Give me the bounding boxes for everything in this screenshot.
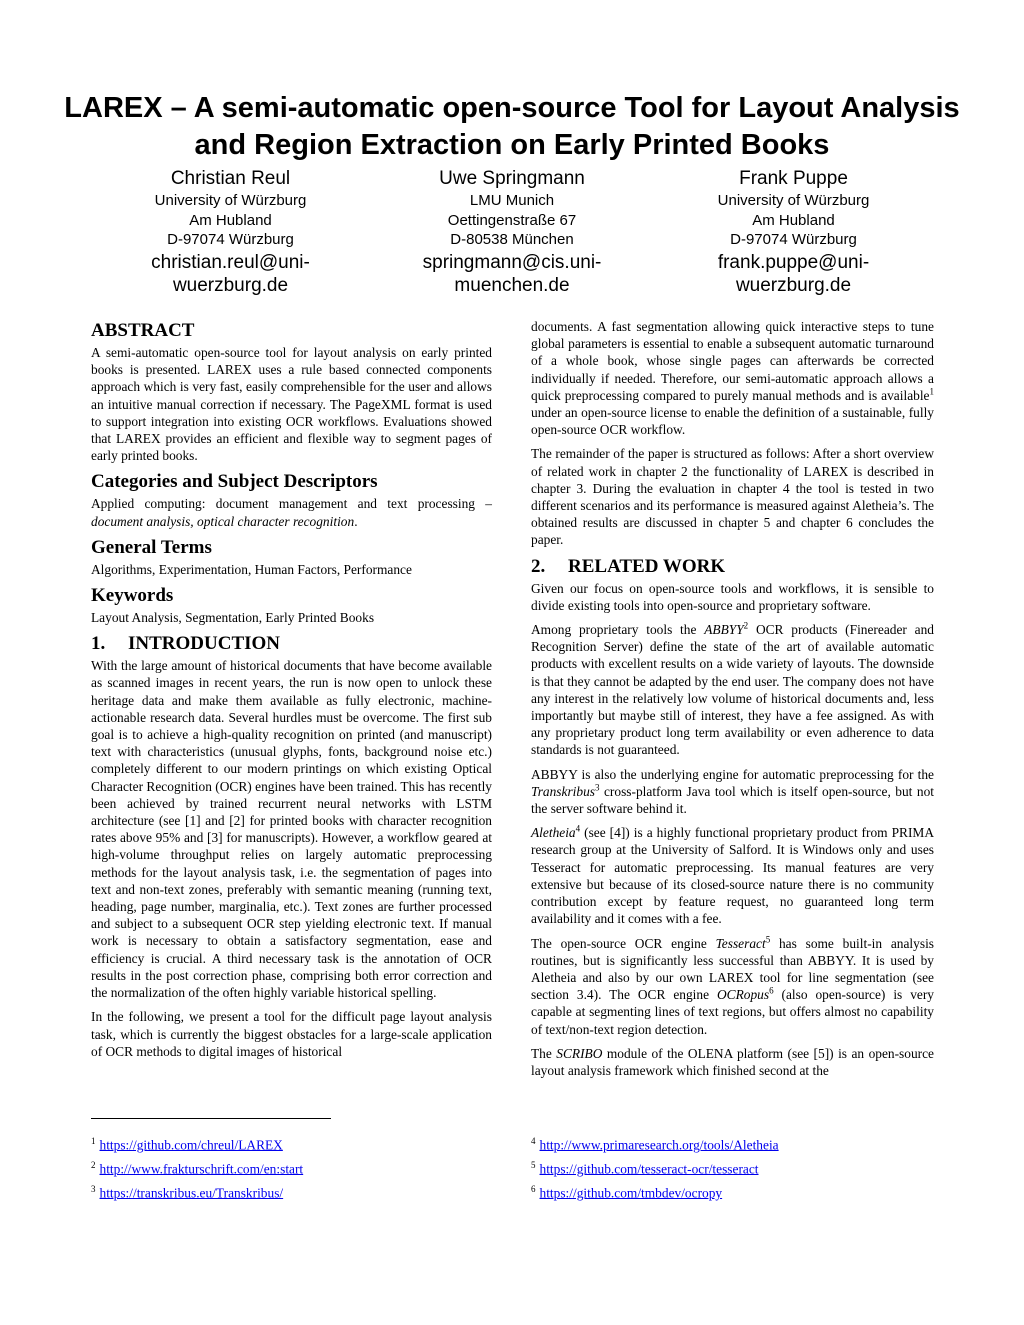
related-paragraph-6: The SCRIBO module of the OLENA platform (see [5]) is an open-source layout analysis framework which finished second at the: [531, 1045, 935, 1078]
general-terms-heading: General Terms: [91, 536, 212, 558]
footnote-4: $^4$ http://www.primaresearch.org/tools/Aletheia: [531, 1136, 779, 1153]
footnote-6: $^6$ https://github.com/tmbdev/ocropy: [531, 1184, 723, 1201]
categories-text: Applied computing: document management and text processing – document analysis, optical character recognition.: [91, 496, 492, 529]
author-city: D-97074 Würzburg: [167, 231, 294, 248]
keywords-text: Layout Analysis, Segmentation, Early Printed Books: [91, 610, 375, 626]
paper-title: LAREX – A semi-automatic open-source Tool for Layout Analysis and Region Extraction on Early Printed Books: [64, 92, 960, 161]
intro-heading: 1. INTRODUCTION: [91, 633, 281, 655]
footnote-2: $^2$ http://www.frakturschrift.com/en:start: [91, 1160, 304, 1177]
author-street: Am Hubland: [189, 211, 272, 229]
footnote-link[interactable]: http://www.primaresearch.org/tools/Aletheia: [539, 1137, 779, 1153]
abstract-text: A semi-automatic open-source tool for layout analysis on early printed books is presented. LAREX uses a rule based connected components approach which is very fast, easily comprehensible for the user and allows an intuitive manual correction if necessary. The PageXML format is used to support integration into existing OCR workflows. Evaluations showed that LAREX provides an efficient and flexible way to segment pages of early printed books.: [91, 345, 492, 464]
author-name: Uwe Springmann: [439, 168, 585, 189]
footnote-rule: [91, 1118, 331, 1119]
author-2: [372, 166, 653, 297]
footnote-link[interactable]: https://github.com/tesseract-ocr/tesseract: [539, 1161, 759, 1177]
general-terms-text: Algorithms, Experimentation, Human Factors, Performance: [91, 561, 412, 577]
related-paragraph-2: Among proprietary tools the ABBYY$^2$ OCR products (Finereader and Recognition Server) define the state of the art of available automatic products with excellent results on a wide variety of layouts. The downside is that they cannot be adapted by the end user. The company does not have any interest in the relatively low volume of historical documents and, less importantly but maybe still of interest, they have a fee assigned. As with any proprietary product long term availability or even adherence to data standards is not guaranteed.: [531, 620, 934, 758]
related-paragraph-3: ABBYY is also the underlying engine for automatic preprocessing for the Transkribus$^3$ cross-platform Java tool which is itself open-source, but not the server software behind it.: [531, 766, 934, 817]
related-paragraph-4: Aletheia$^4$ (see [4]) is a highly functional proprietary product from PRIMA research group at the University of Salford. It is Windows only and uses Tesseract for automatic preprocessing. Its manual features are very extensive but because of its closed-source nature there is no community contribution except by feature request, no guaranteed long term availability and it comes with a fee.: [531, 823, 934, 927]
abstract-heading: ABSTRACT: [91, 320, 195, 341]
author-email: springmann@cis.uni- muenchen.de: [422, 251, 602, 296]
intro-paragraph-3: documents. A fast segmentation allowing quick interactive steps to tune global parameters is essential to enable a subsequent automatic turnaround of a whole book, whose single pages can afterwards be corrected individually if needed. Therefore, our semi-automatic approach allows a quick preprocessing compared to purely manual methods and is available$^1$ under an open-source license to enable the definition of a sustainable, fully open-source OCR workflow.: [531, 319, 934, 438]
footnote-1: $^1$ https://github.com/chreul/LAREX: [91, 1136, 283, 1153]
author-email: frank.puppe@uni- wuerzburg.de: [717, 251, 870, 296]
intro-paragraph-4: The remainder of the paper is structured as follows: After a short overview of related work in chapter 2 the functionality of LAREX is described in chapter 3. During the evaluation in chapter 4 the tool is tested in two different scenarios and its performance is measured against Aletheia’s. The obtained results are discussed in chapter 5 and chapter 6 concludes the paper.: [531, 446, 934, 548]
intro-paragraph-2: In the following, we present a tool for the difficult page layout analysis task, which is currently the biggest obstacles for a large-scale application of OCR methods to digital images of historical: [91, 1009, 492, 1059]
author-affiliation: University of Würzburg: [154, 192, 307, 209]
footnote-5: $^5$ https://github.com/tesseract-ocr/tesseract: [531, 1160, 759, 1177]
intro-paragraph-1: With the large amount of historical documents that have become available as scanned images in recent years, the run is now open to unlock these heritage data and make them available as fully electronic, machine-actionable research data. Several hurdles must be overcome. The first sub goal is to achieve a high-quality recognition on printed (and manuscript) text with characteristics (unusual glyphs, fonts, background noise etc.) completely different to our modern printings on which existing Optical Character Recognition (OCR) engines have been trained. This has recently been achieved by trained recurrent neural networks with LSTM architecture (see [1] and [2] for printed books with character recognition rates above 95% and [3] for manuscripts). However, a workflow geared at high-volume throughput relies on largely automatic preprocessing methods for the layout analysis task, i.e. the segmentation of pages into text and non-text zones, preferably with semantic meaning (running text, heading, page number, marginalia, etc.). Text zones are further processed and subject to a subsequent OCR step yielding electronic text. If manual work is necessary to obtain a satisfactory segmentation, ease and efficiency is crucial. A third necessary task is the annotation of OCR results in the post correction phase, comprising both error correction and the normalization of the often highly variable historical spelling.: [91, 658, 492, 1001]
footnote-link[interactable]: https://transkribus.eu/Transkribus/: [99, 1185, 284, 1201]
author-name: Frank Puppe: [739, 168, 848, 189]
related-paragraph-1: Given our focus on open-source tools and workflows, it is sensible to divide existing tools into open-source and proprietary software.: [531, 580, 934, 613]
footnote-link[interactable]: https://github.com/chreul/LAREX: [99, 1137, 283, 1153]
related-work-heading: 2. RELATED WORK: [531, 555, 726, 577]
author-affiliation: University of Würzburg: [717, 192, 870, 209]
author-3: [653, 166, 934, 297]
author-email: christian.reul@uni- wuerzburg.de: [151, 251, 310, 296]
author-city: D-97074 Würzburg: [730, 231, 857, 248]
author-1: [90, 166, 371, 297]
author-street: Oettingenstraße 67: [447, 211, 577, 229]
footnote-3: $^3$ https://transkribus.eu/Transkribus/: [91, 1184, 284, 1201]
related-paragraph-5: The open-source OCR engine Tesseract$^5$ has some built-in analysis routines, but is significantly less successful than ABBYY. It is used by Aletheia and also by our own LAREX tool for line segmentation (see section 3.4). The OCR engine OCRopus$^6$ (also open-source) is very capable at segmenting lines of text regions, but offers almost no capability of text/non-text region detection.: [531, 934, 934, 1037]
categories-heading: Categories and Subject Descriptors: [91, 471, 378, 493]
right-column: [531, 318, 934, 1086]
footnote-link[interactable]: https://github.com/tmbdev/ocropy: [539, 1185, 723, 1201]
footnote-link[interactable]: http://www.frakturschrift.com/en:start: [99, 1161, 304, 1177]
author-city: D-80538 München: [450, 231, 574, 248]
keywords-heading: Keywords: [91, 585, 174, 607]
left-column: [91, 318, 492, 1067]
author-affiliation: LMU Munich: [469, 192, 555, 209]
author-street: Am Hubland: [752, 211, 835, 229]
author-block: [90, 166, 934, 297]
author-name: Christian Reul: [170, 168, 291, 189]
